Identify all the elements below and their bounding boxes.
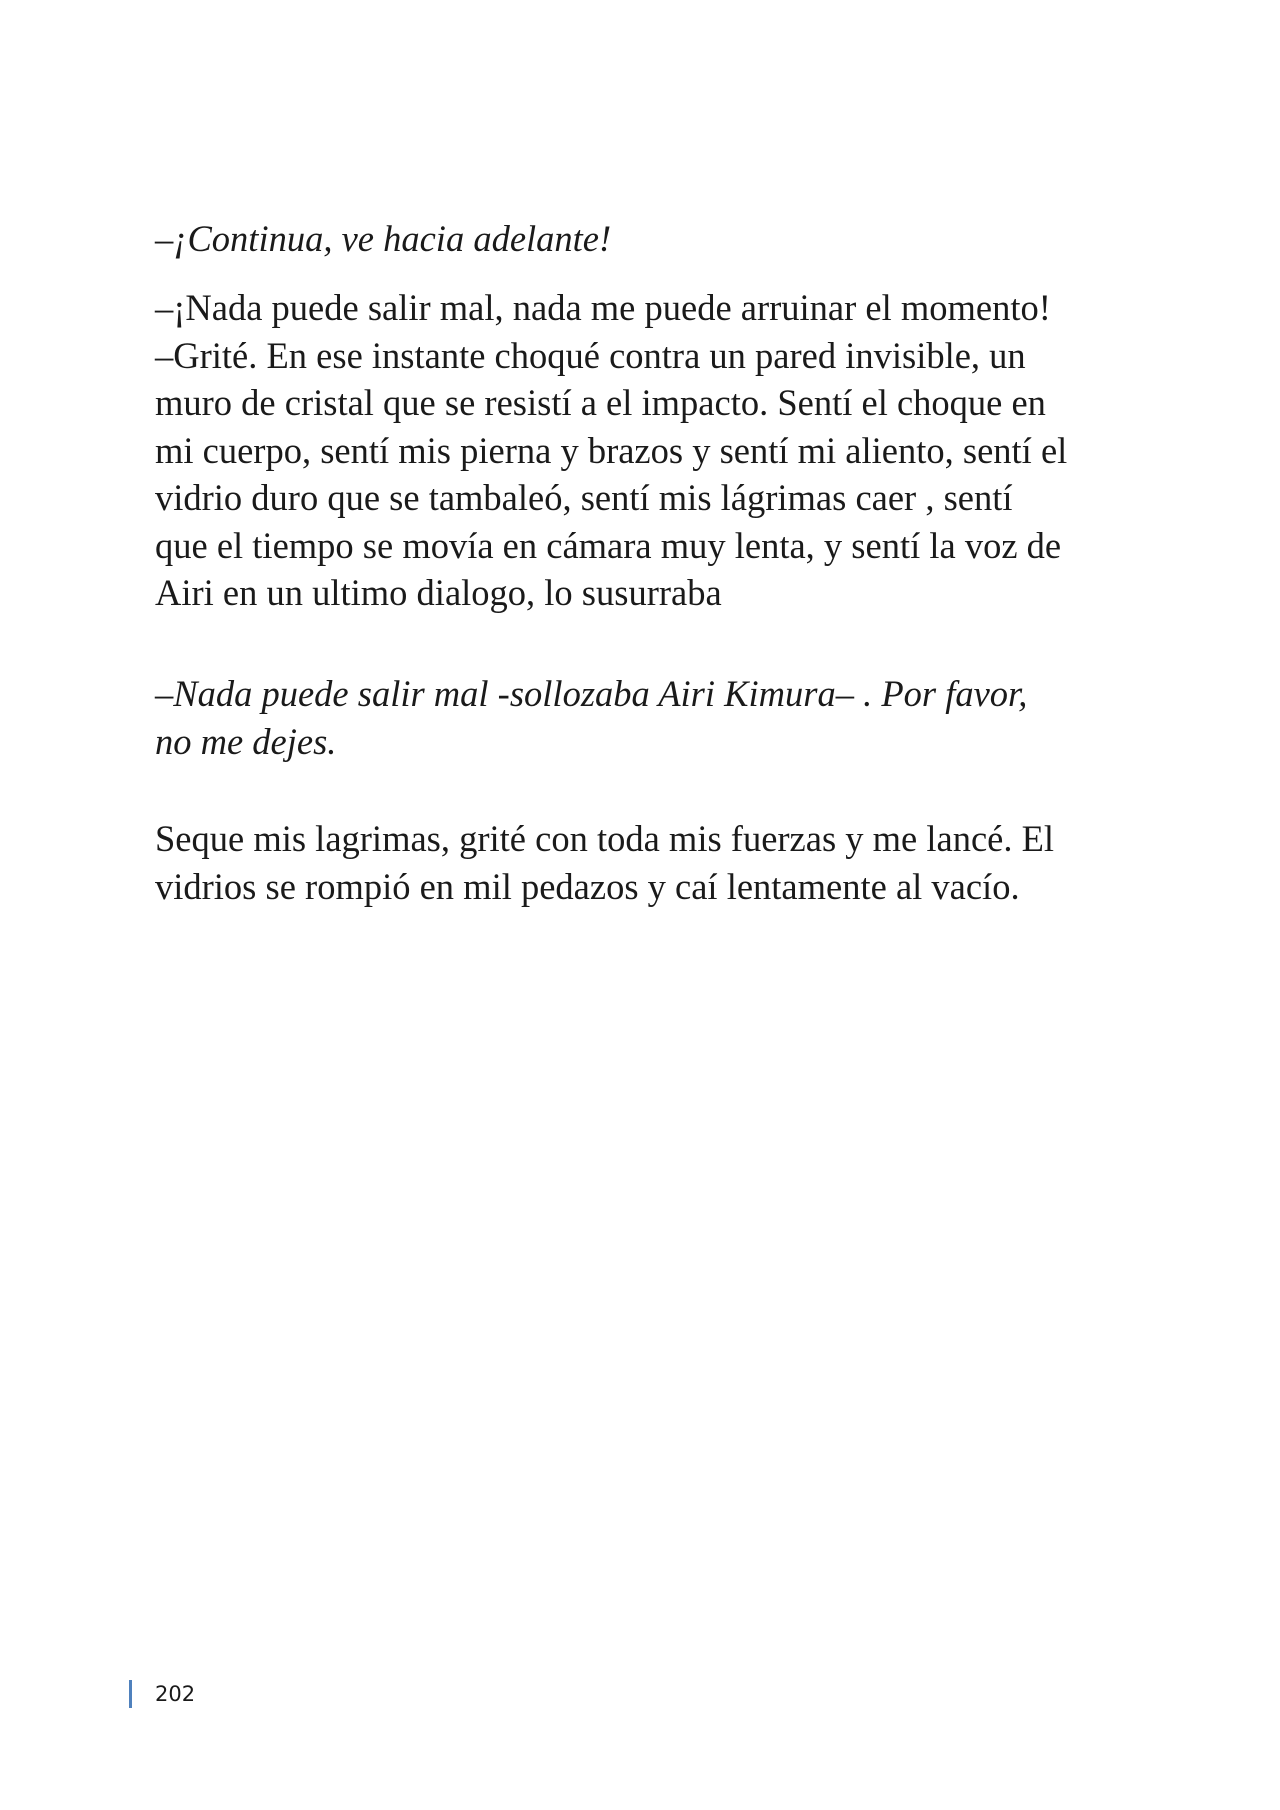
text-line: vidrio duro que se tambaleó, sentí mis lágrimas caer , sentí [155, 477, 1013, 518]
page-number: 202 [155, 1682, 196, 1706]
text-line: Seque mis lagrimas, grité con toda mis fuerzas y me lancé. El [155, 818, 1055, 859]
text-line: –¡Continua, ve hacia adelante! [155, 218, 612, 259]
text-line: vidrios se rompió en mil pedazos y caí lentamente al vacío. [155, 865, 1020, 907]
text-line: muro de cristal que se resistí a el impacto. Sentí el choque en [155, 382, 1046, 423]
text-line: –¡Nada puede salir mal, nada me puede arruinar el momento! [155, 287, 1051, 328]
text-line: no me dejes. [155, 720, 337, 762]
paragraph-dialogue-continue [155, 215, 1155, 263]
paragraph-narration-fall [155, 815, 1155, 910]
text-line: Airi en un ultimo dialogo, lo susurraba [155, 572, 722, 613]
text-line: mi cuerpo, sentí mis pierna y brazos y sentí mi aliento, sentí el [155, 429, 1068, 471]
paragraph-narration-crash [155, 284, 1155, 617]
text-line: –Grité. En ese instante choqué contra un pared invisible, un [155, 334, 1026, 376]
text-line: –Nada puede salir mal -sollozaba Airi Kimura– . Por favor, [155, 673, 1028, 714]
text-line: que el tiempo se movía en cámara muy lenta, y sentí la voz de [155, 524, 1062, 566]
footer-accent-bar [129, 1680, 132, 1708]
paragraph-dialogue-airi [155, 670, 1155, 765]
